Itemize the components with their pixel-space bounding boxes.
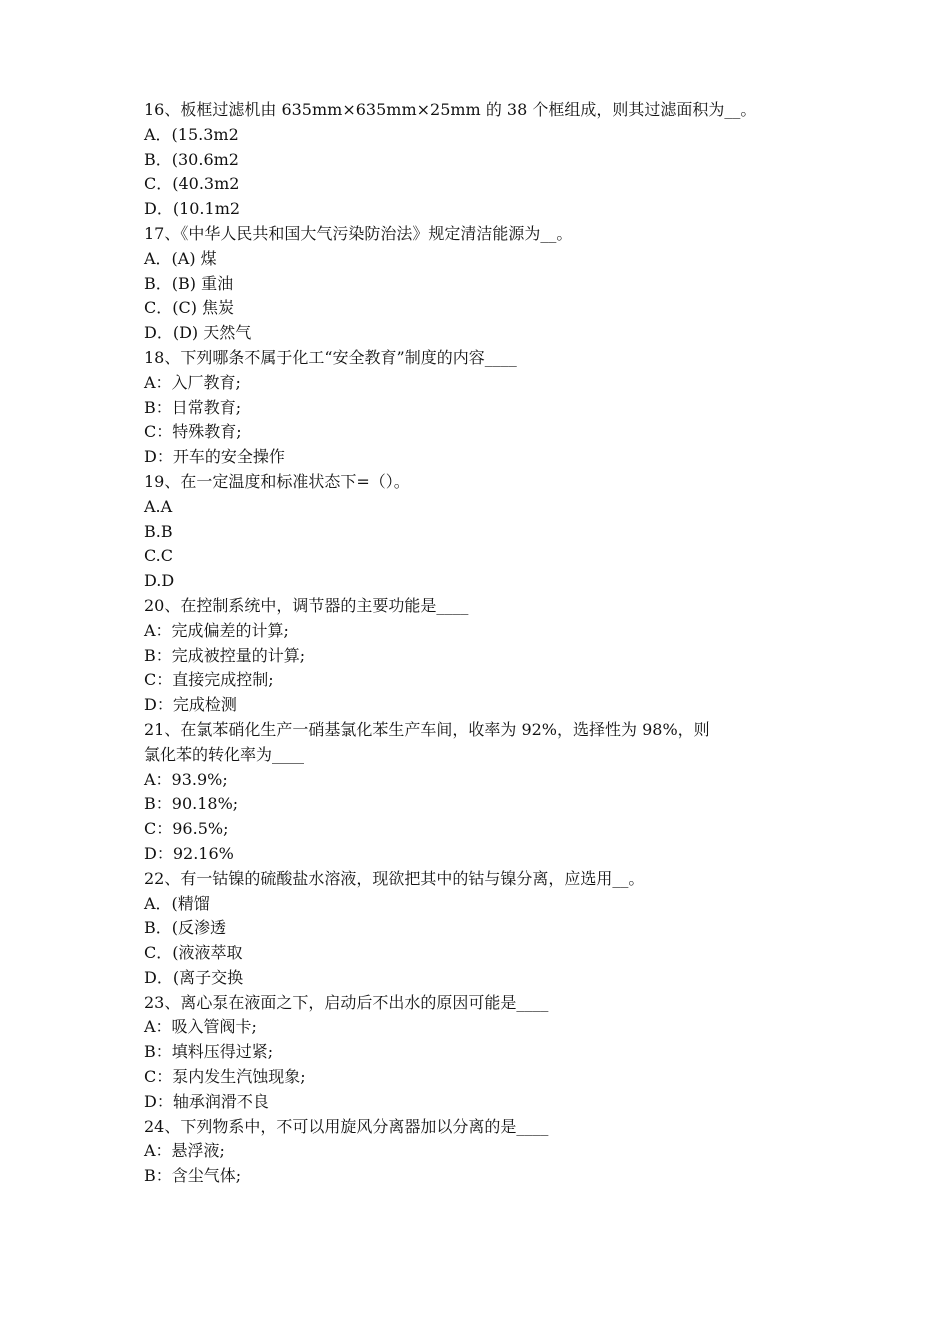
question-17-option-c: C．(C) 焦炭: [144, 298, 235, 318]
question-22-stem: 22、有一钴镍的硫酸盐水溶液，现欲把其中的钴与镍分离，应选用__。: [144, 868, 645, 888]
question-19-option-c: C.C: [144, 546, 173, 566]
question-21-option-d: D：92.16%: [144, 843, 234, 863]
question-24-stem: 24、下列物系中，不可以用旋风分离器加以分离的是____: [144, 1116, 549, 1136]
question-22-option-c: C．(液液萃取: [144, 943, 243, 963]
question-16-option-b: B．(30.6m2: [144, 149, 239, 169]
question-18-option-c: C：特殊教育;: [144, 422, 242, 442]
question-24-option-b: B：含尘气体;: [144, 1166, 242, 1186]
question-20-option-b: B：完成被控量的计算;: [144, 645, 306, 665]
question-19-option-b: B.B: [144, 521, 173, 541]
question-20-option-a: A：完成偏差的计算;: [144, 620, 289, 640]
question-22-option-a: A．(精馏: [144, 893, 210, 913]
question-22-option-d: D．(离子交换: [144, 967, 244, 987]
question-23-option-c: C：泵内发生汽蚀现象;: [144, 1067, 306, 1087]
question-17-option-d: D．(D) 天然气: [144, 323, 252, 343]
question-17-option-a: A．(A) 煤: [144, 248, 217, 268]
question-21-option-a: A：93.9%;: [144, 769, 228, 789]
question-18-option-a: A：入厂教育;: [144, 372, 241, 392]
question-21-stem-line-1: 21、在氯苯硝化生产一硝基氯化苯生产车间，收率为 92%，选择性为 98%，则: [144, 719, 710, 739]
question-16-option-c: C．(40.3m2: [144, 174, 240, 194]
question-17-option-b: B．(B) 重油: [144, 273, 234, 293]
question-16-option-d: D．(10.1m2: [144, 199, 241, 219]
question-21-option-c: C：96.5%;: [144, 819, 229, 839]
question-22-option-b: B．(反渗透: [144, 918, 227, 938]
question-16-stem: 16、板框过滤机由 635mm×635mm×25mm 的 38 个框组成，则其过滤面积为__。: [144, 100, 757, 119]
question-18-option-b: B：日常教育;: [144, 397, 242, 417]
question-19-option-d: D.D: [144, 571, 175, 591]
question-list: [144, 98, 816, 1189]
question-24-option-a: A：悬浮液;: [144, 1141, 225, 1161]
question-20-option-d: D：完成检测: [144, 695, 237, 715]
question-19-option-a: A.A: [144, 496, 173, 516]
question-21-option-b: B：90.18%;: [144, 794, 239, 814]
question-18-stem: 18、下列哪条不属于化工“安全教育”制度的内容____: [144, 347, 517, 367]
question-20-option-c: C：直接完成控制;: [144, 670, 274, 690]
question-23-option-d: D：轴承润滑不良: [144, 1091, 269, 1111]
question-19-stem: 19、在一定温度和标准状态下=（）。: [144, 471, 410, 491]
question-20-stem: 20、在控制系统中，调节器的主要功能是____: [144, 595, 469, 615]
question-23-option-b: B：填料压得过紧;: [144, 1042, 274, 1062]
question-23-stem: 23、离心泵在液面之下，启动后不出水的原因可能是____: [144, 992, 549, 1012]
question-23-option-a: A：吸入管阀卡;: [144, 1017, 257, 1037]
question-16-option-a: A．(15.3m2: [144, 124, 239, 144]
question-17-stem: 17、《中华人民共和国大气污染防治法》规定清洁能源为__。: [144, 223, 573, 243]
question-18-option-d: D：开车的安全操作: [144, 447, 285, 467]
question-21-stem-line-2: 氯化苯的转化率为____: [144, 744, 305, 764]
